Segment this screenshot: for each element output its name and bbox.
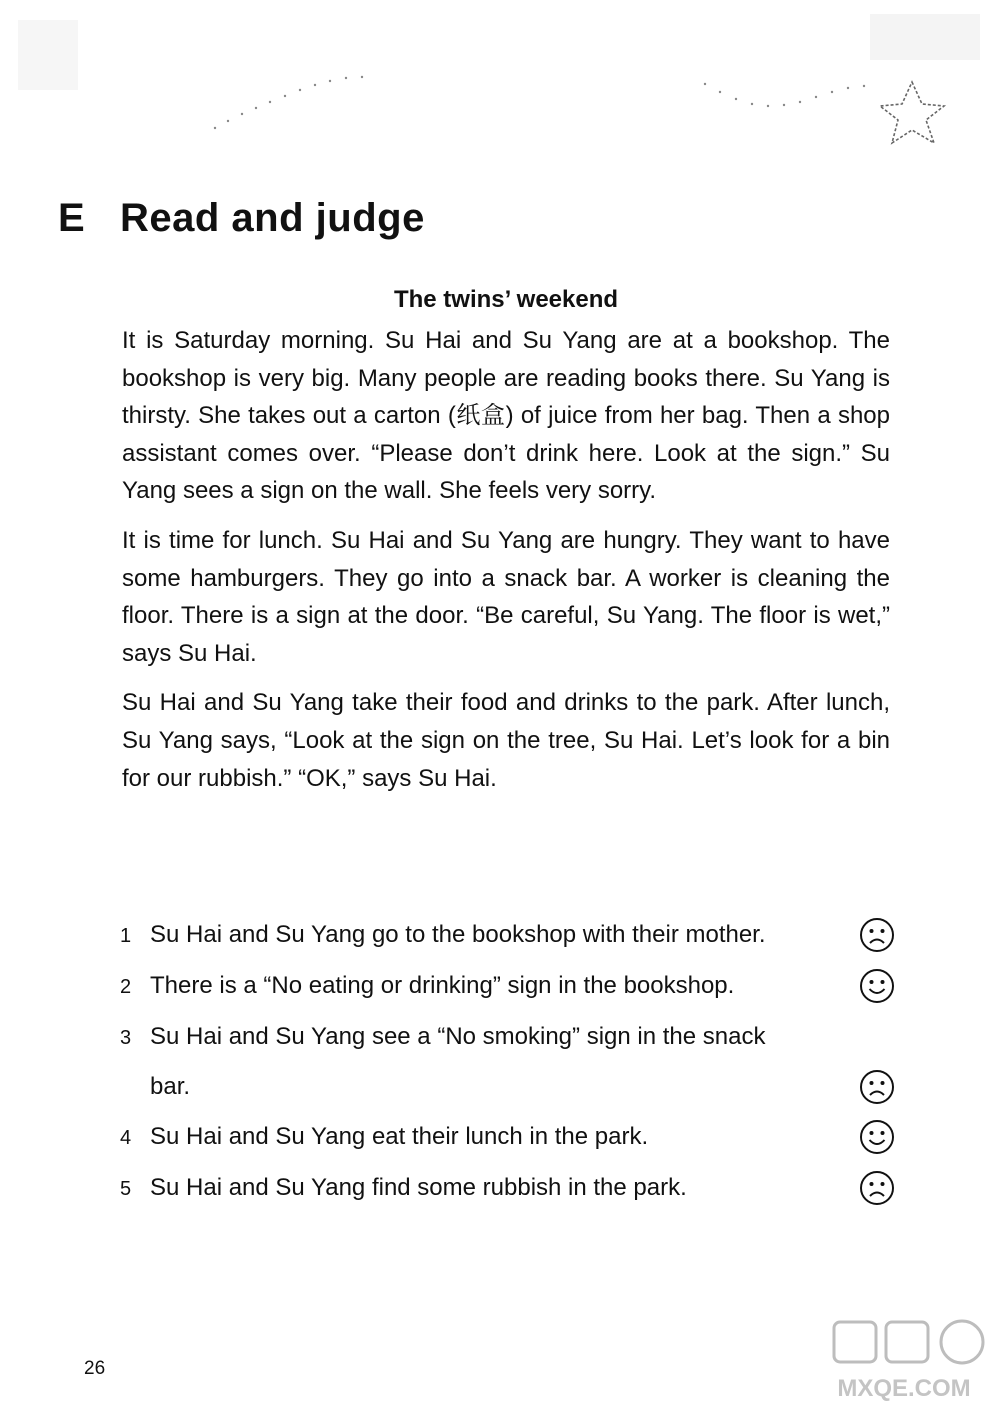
watermark-text: MXQE.COM bbox=[837, 1375, 971, 1402]
statement-number: 2 bbox=[120, 976, 132, 998]
statement-text: Su Hai and Su Yang eat their lunch in the park. bbox=[150, 1123, 649, 1150]
section-heading bbox=[58, 196, 425, 241]
statement-2 bbox=[120, 961, 895, 1012]
happy-face-icon[interactable] bbox=[859, 1119, 895, 1155]
section-title: Read and judge bbox=[120, 196, 425, 240]
happy-face-icon[interactable] bbox=[859, 968, 895, 1004]
statement-text: Su Hai and Su Yang see a “No smoking” sign in the snack bar. bbox=[150, 1023, 766, 1100]
judgement-list bbox=[120, 910, 895, 1214]
statement-text: Su Hai and Su Yang find some rubbish in the park. bbox=[150, 1174, 687, 1201]
statement-number: 4 bbox=[120, 1127, 132, 1149]
sad-face-icon[interactable] bbox=[859, 1170, 895, 1206]
statement-5 bbox=[120, 1163, 895, 1214]
sad-face-icon[interactable] bbox=[859, 917, 895, 953]
statement-number: 5 bbox=[120, 1178, 132, 1200]
page-number: 26 bbox=[84, 1358, 106, 1379]
story-paragraph-3: Su Hai and Su Yang take their food and drinks to the park. After lunch, Su Yang says, “Look at the sign on the tree, Su Hai. Let’s look for a bin for our rubbish.” “OK,” says Su Hai. bbox=[122, 689, 890, 792]
statement-number: 1 bbox=[120, 925, 132, 947]
watermark-logo bbox=[814, 1314, 994, 1404]
sad-face-icon[interactable] bbox=[859, 1069, 895, 1105]
story-title: The twins’ weekend bbox=[393, 286, 619, 313]
section-letter: E bbox=[58, 196, 86, 240]
star-trail-decoration bbox=[0, 0, 1000, 160]
statement-4 bbox=[120, 1112, 895, 1163]
story-paragraph-1: It is Saturday morning. Su Hai and Su Yang are at a bookshop. The bookshop is very big. Many people are reading books there. Su Yang is thirsty. She takes out a carton (纸盒) of juice from her bag. Then a shop assistant comes over. “Please don’t drink here. Look at the sign.” Su Yang sees a sign on the wall. She feels very sorry. bbox=[122, 327, 890, 505]
story-text bbox=[122, 322, 890, 809]
statement-1 bbox=[120, 910, 895, 961]
statement-text: Su Hai and Su Yang go to the bookshop with their mother. bbox=[150, 921, 766, 948]
statement-number: 3 bbox=[120, 1027, 132, 1049]
statement-text: There is a “No eating or drinking” sign in the bookshop. bbox=[150, 972, 735, 999]
story-paragraph-2: It is time for lunch. Su Hai and Su Yang are hungry. They want to have some hamburgers. They go into a snack bar. A worker is cleaning the floor. There is a sign at the door. “Be careful, Su Yang. The floor is wet,” says Su Hai. bbox=[122, 526, 890, 667]
statement-3 bbox=[120, 1012, 895, 1112]
